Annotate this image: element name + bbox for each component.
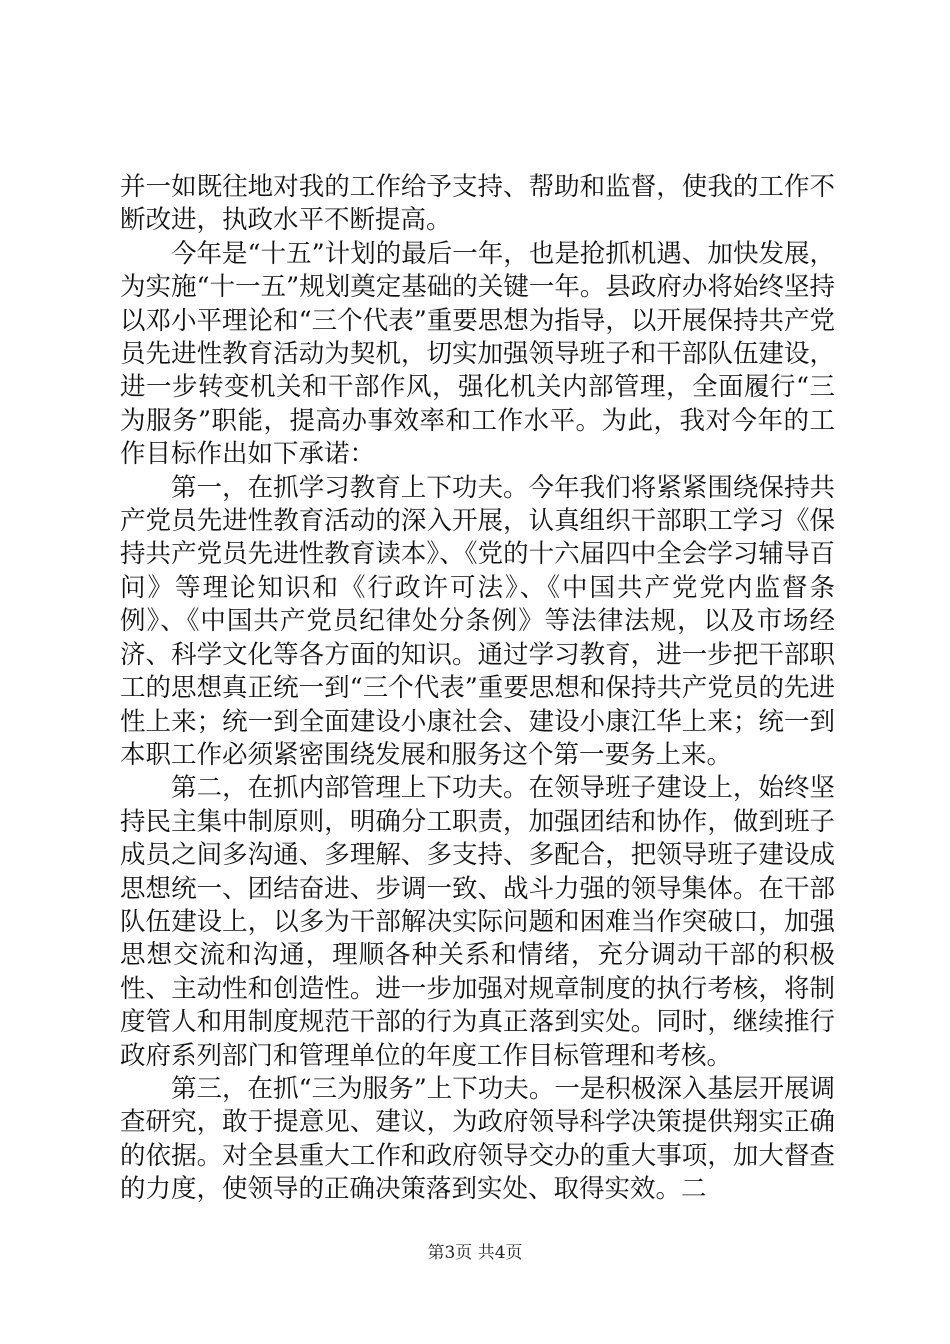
paragraph-third-commitment: 第三，在抓“三为服务”上下功夫。一是积极深入基层开展调查研究，敢于提意见、建议，为政府领导科学决策提供翔实正确的依据。对全县重大工作和政府领导交办的重大事项，加大督查的力度，使领导的正确决策落到实处、取得实效。二 — [120, 1073, 835, 1205]
paragraph-first-commitment: 第一，在抓学习教育上下功夫。今年我们将紧紧围绕保持共产党员先进性教育活动的深入开展，认真组织干部职工学习《保持共产党员先进性教育读本》、《党的十六届四中全会学习辅导百问》等理论知识和《行政许可法》、《中国共产党党内监督条例》、《中国共产党员纪律处分条例》等法律法规，以及市场经济、科学文化等各方面的知识。通过学习教育，进一步把干部职工的思想真正统一到“三个代表”重要思想和保持共产党员的先进性上来；统一到全面建设小康社会、建设小康江华上来；统一到本职工作必须紧密围绕发展和服务这个第一要务上来。 — [120, 472, 835, 770]
paragraph-continuation: 并一如既往地对我的工作给予支持、帮助和监督，使我的工作不断改进，执政水平不断提高。 — [120, 172, 835, 236]
document-body — [120, 171, 835, 1207]
paragraph-second-commitment: 第二，在抓内部管理上下功夫。在领导班子建设上，始终坚持民主集中制原则，明确分工职责，加强团结和协作，做到班子成员之间多沟通、多理解、多支持、多配合，把领导班子建设成思想统一、团结奋进、步调一致、战斗力强的领导集体。在干部队伍建设上，以多为干部解决实际问题和困难当作突破口，加强思想交流和沟通，理顺各种关系和情绪，充分调动干部的积极性、主动性和创造性。进一步加强对规章制度的执行考核，将制度管人和用制度规范干部的行为真正落到实处。同时，继续推行政府系列部门和管理单位的年度工作目标管理和考核。 — [120, 773, 835, 1071]
paragraph-intro: 今年是“十五”计划的最后一年，也是抢抓机遇、加快发展，为实施“十一五”规划奠定基础的关键一年。县政府办将始终坚持以邓小平理论和“三个代表”重要思想为指导，以开展保持共产党员先进性教育活动为契机，切实加强领导班子和干部队伍建设，进一步转变机关和干部作风，强化机关内部管理，全面履行“三为服务”职能，提高办事效率和工作水平。为此，我对今年的工作目标作出如下承诺： — [120, 238, 835, 470]
page-footer: 第3页 共4页 — [427, 1243, 523, 1263]
